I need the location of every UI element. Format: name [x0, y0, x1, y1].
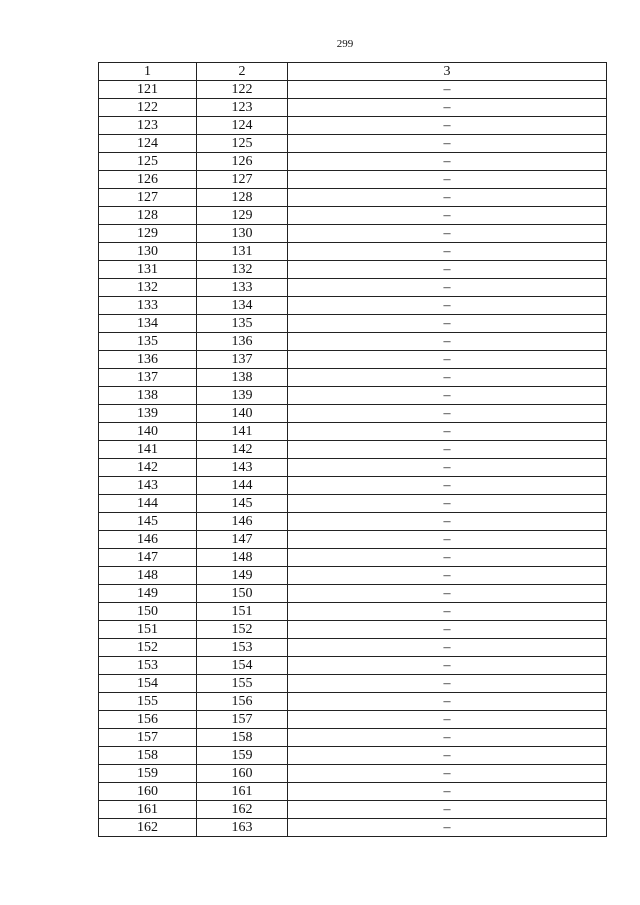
table-row — [99, 819, 607, 837]
table-cell-col-2: 144 — [197, 477, 288, 495]
table-row — [99, 693, 607, 711]
table-cell-col-2: 142 — [197, 441, 288, 459]
table-cell-col-1: 148 — [99, 567, 197, 585]
table-row — [99, 333, 607, 351]
table-cell-col-3: – — [288, 765, 607, 783]
table-cell-col-1: 153 — [99, 657, 197, 675]
table-cell-col-1: 151 — [99, 621, 197, 639]
table-row — [99, 639, 607, 657]
table-cell-col-1: 157 — [99, 729, 197, 747]
table-cell-col-1: 150 — [99, 603, 197, 621]
table-cell-col-1: 127 — [99, 189, 197, 207]
table-cell-col-3: – — [288, 135, 607, 153]
table-cell-col-3: – — [288, 783, 607, 801]
table-cell-col-1: 136 — [99, 351, 197, 369]
table-cell-col-1: 156 — [99, 711, 197, 729]
table-cell-col-1: 133 — [99, 297, 197, 315]
table-cell-col-2: 141 — [197, 423, 288, 441]
table-cell-col-1: 140 — [99, 423, 197, 441]
table-row — [99, 153, 607, 171]
table-cell-col-3: – — [288, 495, 607, 513]
table-cell-col-1: 125 — [99, 153, 197, 171]
table-row — [99, 171, 607, 189]
table-row — [99, 297, 607, 315]
table-row — [99, 531, 607, 549]
table-row — [99, 243, 607, 261]
table-cell-col-3: – — [288, 585, 607, 603]
table-cell-col-2: 154 — [197, 657, 288, 675]
page-number: 299 — [336, 38, 354, 50]
table-cell-col-2: 130 — [197, 225, 288, 243]
table-cell-col-3: – — [288, 747, 607, 765]
table-row — [99, 117, 607, 135]
table-cell-col-2: 132 — [197, 261, 288, 279]
table-row — [99, 315, 607, 333]
table-row — [99, 549, 607, 567]
table-row — [99, 207, 607, 225]
table-cell-col-3: – — [288, 261, 607, 279]
table-cell-col-1: 126 — [99, 171, 197, 189]
table-cell-col-2: 146 — [197, 513, 288, 531]
table-cell-col-2: 153 — [197, 639, 288, 657]
table-cell-col-1: 142 — [99, 459, 197, 477]
table-cell-col-1: 155 — [99, 693, 197, 711]
table-cell-col-3: – — [288, 297, 607, 315]
table-cell-col-3: – — [288, 81, 607, 99]
table-cell-col-2: 159 — [197, 747, 288, 765]
table-cell-col-2: 162 — [197, 801, 288, 819]
table-cell-col-3: – — [288, 99, 607, 117]
table-row — [99, 459, 607, 477]
column-header-1: 1 — [99, 63, 197, 81]
table-cell-col-2: 161 — [197, 783, 288, 801]
table-cell-col-1: 129 — [99, 225, 197, 243]
table-cell-col-2: 157 — [197, 711, 288, 729]
table-cell-col-1: 121 — [99, 81, 197, 99]
table-cell-col-3: – — [288, 387, 607, 405]
header-row — [99, 63, 607, 81]
table-row — [99, 567, 607, 585]
table-row — [99, 747, 607, 765]
table-cell-col-1: 144 — [99, 495, 197, 513]
table-cell-col-2: 137 — [197, 351, 288, 369]
table-header — [99, 63, 607, 81]
table-cell-col-2: 128 — [197, 189, 288, 207]
table-cell-col-3: – — [288, 279, 607, 297]
table-cell-col-3: – — [288, 711, 607, 729]
data-table — [98, 62, 607, 837]
table-cell-col-2: 147 — [197, 531, 288, 549]
table-cell-col-3: – — [288, 207, 607, 225]
table-cell-col-2: 158 — [197, 729, 288, 747]
table-cell-col-2: 135 — [197, 315, 288, 333]
data-table-container — [98, 62, 606, 837]
table-cell-col-3: – — [288, 477, 607, 495]
table-row — [99, 351, 607, 369]
table-cell-col-1: 160 — [99, 783, 197, 801]
table-cell-col-2: 136 — [197, 333, 288, 351]
table-cell-col-2: 138 — [197, 369, 288, 387]
table-cell-col-1: 131 — [99, 261, 197, 279]
table-cell-col-1: 138 — [99, 387, 197, 405]
table-cell-col-1: 135 — [99, 333, 197, 351]
table-cell-col-1: 132 — [99, 279, 197, 297]
table-cell-col-1: 134 — [99, 315, 197, 333]
table-cell-col-2: 163 — [197, 819, 288, 837]
table-cell-col-3: – — [288, 603, 607, 621]
table-cell-col-2: 145 — [197, 495, 288, 513]
table-body — [99, 81, 607, 837]
table-cell-col-2: 160 — [197, 765, 288, 783]
table-cell-col-3: – — [288, 441, 607, 459]
table-cell-col-2: 131 — [197, 243, 288, 261]
table-row — [99, 369, 607, 387]
table-cell-col-3: – — [288, 333, 607, 351]
table-cell-col-3: – — [288, 549, 607, 567]
table-cell-col-3: – — [288, 675, 607, 693]
table-cell-col-2: 151 — [197, 603, 288, 621]
table-row — [99, 261, 607, 279]
table-cell-col-1: 146 — [99, 531, 197, 549]
table-cell-col-3: – — [288, 225, 607, 243]
table-row — [99, 621, 607, 639]
table-cell-col-3: – — [288, 243, 607, 261]
table-cell-col-1: 141 — [99, 441, 197, 459]
table-row — [99, 225, 607, 243]
table-cell-col-1: 162 — [99, 819, 197, 837]
table-cell-col-2: 125 — [197, 135, 288, 153]
table-cell-col-2: 123 — [197, 99, 288, 117]
table-cell-col-1: 152 — [99, 639, 197, 657]
table-cell-col-3: – — [288, 405, 607, 423]
table-cell-col-3: – — [288, 531, 607, 549]
table-cell-col-3: – — [288, 729, 607, 747]
table-cell-col-2: 152 — [197, 621, 288, 639]
table-cell-col-3: – — [288, 693, 607, 711]
table-row — [99, 81, 607, 99]
table-cell-col-2: 124 — [197, 117, 288, 135]
table-cell-col-3: – — [288, 171, 607, 189]
table-row — [99, 711, 607, 729]
table-row — [99, 423, 607, 441]
table-cell-col-2: 122 — [197, 81, 288, 99]
table-cell-col-1: 159 — [99, 765, 197, 783]
table-cell-col-2: 148 — [197, 549, 288, 567]
table-row — [99, 477, 607, 495]
table-cell-col-3: – — [288, 117, 607, 135]
table-cell-col-2: 155 — [197, 675, 288, 693]
table-row — [99, 135, 607, 153]
table-cell-col-3: – — [288, 369, 607, 387]
table-row — [99, 279, 607, 297]
table-cell-col-3: – — [288, 513, 607, 531]
table-cell-col-3: – — [288, 657, 607, 675]
table-cell-col-1: 130 — [99, 243, 197, 261]
table-cell-col-2: 134 — [197, 297, 288, 315]
column-header-3: 3 — [288, 63, 607, 81]
table-cell-col-3: – — [288, 801, 607, 819]
table-cell-col-1: 137 — [99, 369, 197, 387]
table-row — [99, 783, 607, 801]
table-row — [99, 765, 607, 783]
table-cell-col-1: 149 — [99, 585, 197, 603]
table-row — [99, 441, 607, 459]
table-cell-col-3: – — [288, 423, 607, 441]
table-cell-col-1: 147 — [99, 549, 197, 567]
table-row — [99, 99, 607, 117]
table-row — [99, 657, 607, 675]
table-cell-col-2: 143 — [197, 459, 288, 477]
table-cell-col-2: 126 — [197, 153, 288, 171]
table-cell-col-1: 143 — [99, 477, 197, 495]
table-cell-col-1: 124 — [99, 135, 197, 153]
column-header-2: 2 — [197, 63, 288, 81]
table-cell-col-3: – — [288, 819, 607, 837]
table-cell-col-2: 156 — [197, 693, 288, 711]
table-cell-col-1: 145 — [99, 513, 197, 531]
table-cell-col-2: 150 — [197, 585, 288, 603]
table-row — [99, 729, 607, 747]
table-cell-col-1: 128 — [99, 207, 197, 225]
table-row — [99, 603, 607, 621]
table-cell-col-1: 158 — [99, 747, 197, 765]
table-cell-col-3: – — [288, 639, 607, 657]
table-cell-col-3: – — [288, 351, 607, 369]
table-cell-col-3: – — [288, 567, 607, 585]
table-row — [99, 189, 607, 207]
table-cell-col-1: 123 — [99, 117, 197, 135]
table-cell-col-2: 129 — [197, 207, 288, 225]
table-row — [99, 387, 607, 405]
table-cell-col-3: – — [288, 153, 607, 171]
table-cell-col-2: 133 — [197, 279, 288, 297]
table-row — [99, 495, 607, 513]
table-cell-col-3: – — [288, 315, 607, 333]
table-row — [99, 675, 607, 693]
table-cell-col-2: 127 — [197, 171, 288, 189]
table-cell-col-1: 154 — [99, 675, 197, 693]
table-cell-col-2: 139 — [197, 387, 288, 405]
table-cell-col-1: 122 — [99, 99, 197, 117]
table-cell-col-1: 161 — [99, 801, 197, 819]
table-cell-col-3: – — [288, 459, 607, 477]
table-cell-col-3: – — [288, 621, 607, 639]
table-cell-col-2: 149 — [197, 567, 288, 585]
table-cell-col-3: – — [288, 189, 607, 207]
table-row — [99, 513, 607, 531]
table-row — [99, 405, 607, 423]
table-cell-col-2: 140 — [197, 405, 288, 423]
table-cell-col-1: 139 — [99, 405, 197, 423]
table-row — [99, 585, 607, 603]
table-row — [99, 801, 607, 819]
